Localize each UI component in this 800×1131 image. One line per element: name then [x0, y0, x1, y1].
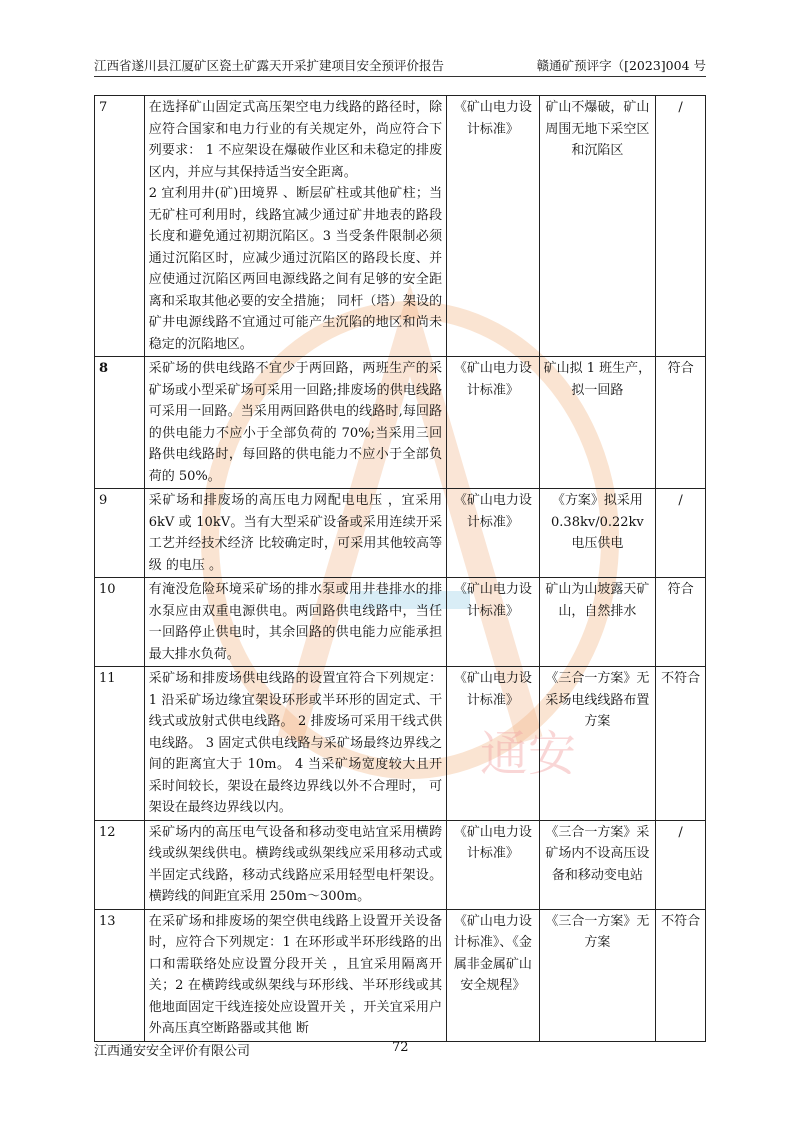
- requirement-text: [144, 489, 446, 578]
- report-title: 江西省遂川县江厦矿区瓷土矿露天开采扩建项目安全预评价报告: [94, 58, 445, 73]
- requirement-text: [144, 578, 446, 667]
- actual-situation: 《方案》拟采用 0.38kv/0.22kv 电压供电: [539, 489, 656, 578]
- basis-standard: 《矿山电力设计标准》: [447, 667, 539, 821]
- row-number: 12: [95, 820, 145, 909]
- actual-situation: 矿山不爆破，矿山周围无地下采空区和沉陷区: [539, 96, 656, 357]
- conformity-result: 符合: [656, 357, 706, 489]
- requirement-paragraph: 在选择矿山固定式高压架空电力线路的路径时，除应符合国家和电力行业的有关规定外，尚应符合下列要求： 1 不应架设在爆破作业区和未稳定的排废区内，并应与其保持适当安全距离。: [148, 100, 443, 180]
- basis-standard: 《矿山电力设计标准》、《金属非金属矿山安全规程》: [447, 909, 539, 1041]
- table-row: [95, 357, 706, 489]
- evaluation-table: [94, 95, 706, 1042]
- row-number: 7: [95, 96, 145, 357]
- actual-situation: 《三合一方案》采矿场内不设高压设备和移动变电站: [539, 820, 656, 909]
- requirement-paragraph: 采矿场的供电线路不宜少于两回路，两班生产的采矿场或小型采矿场可采用一回路;排废场的供电线路可采用一回路。当采用两回路供电的线路时,每回路的供电能力不应小于全部负荷的 70%;当采用三回路供电线路时，每回路的供电能力不应小于全部负荷的 50%。: [148, 361, 443, 484]
- row-number: 9: [95, 489, 145, 578]
- requirement-text: [144, 357, 446, 489]
- requirement-text: [144, 820, 446, 909]
- requirement-text: [144, 909, 446, 1041]
- row-number: 8: [95, 357, 145, 489]
- basis-standard: 《矿山电力设计标准》: [447, 96, 539, 357]
- table-row: [95, 909, 706, 1041]
- conformity-result: 不符合: [656, 667, 706, 821]
- conformity-result: /: [656, 820, 706, 909]
- svg-text:通安: 通安: [480, 726, 577, 782]
- requirement-paragraph: 采矿场和排废场的高压电力网配电电压 ，宜采用 6kV 或 10kV。当有大型采矿设备或采用连续开采工艺并经技术经济 比较确定时，可采用其他较高等级 的电压 。: [148, 493, 443, 573]
- basis-standard: 《矿山电力设计标准》: [447, 357, 539, 489]
- requirement-paragraph: 有淹没危险环境采矿场的排水泵或用井巷排水的排水泵应由双重电源供电。两回路供电线路中，当任一回路停止供电时，其余回路的供电能力应能承担最大排水负荷。: [148, 582, 443, 662]
- requirement-text: [144, 96, 446, 357]
- conformity-result: 不符合: [656, 909, 706, 1041]
- footer-company-name: 江西通安安全评价有限公司: [94, 1044, 251, 1059]
- basis-standard: 《矿山电力设计标准》: [447, 820, 539, 909]
- basis-standard: 《矿山电力设计标准》: [447, 489, 539, 578]
- page-header: [94, 54, 706, 77]
- table-row: [95, 489, 706, 578]
- page-number: 72: [392, 1040, 409, 1055]
- requirement-paragraph: 采矿场和排废场供电线路的设置宜符合下列规定： 1 沿采矿场边缘宜架设环形或半环形的固定式、干线式或放射式供电线路。 2 排废场可采用干线式供电线路。 3 固定式供电线路与采矿场最终边界线之间的距离宜大于 10m。 4 当采矿场宽度较大且开采时间较长，架设在最终边界线以外不合理时， 可架设在最终边界线以内。: [148, 671, 443, 815]
- basis-standard: 《矿山电力设计标准》: [447, 578, 539, 667]
- requirement-paragraph: 采矿场内的高压电气设备和移动变电站宜采用横跨线或纵架线供电。横跨线或纵架线应采用移动式或半固定式线路，移动式线路应采用轻型电杆架设。 横跨线的间距宜采用 250m～300m。: [148, 824, 443, 904]
- actual-situation: 《三合一方案》无方案: [539, 909, 656, 1041]
- row-number: 11: [95, 667, 145, 821]
- conformity-result: /: [656, 489, 706, 578]
- requirement-paragraph: 在采矿场和排废场的架空供电线路上设置开关设备时，应符合下列规定：1 在环形或半环形线路的出口和需联络处应设置分段开关 ，且宜采用隔离开关；2 在横跨线或纵架线与环形线、半环形线或其他地面固定干线连接处应设置开关 ，开关宜采用户外高压真空断路器或其他 断: [148, 913, 443, 1036]
- requirement-paragraph: 2 宜利用井(矿)田境界 、断层矿柱或其他矿柱；当无矿柱可利用时，线路宜减少通过矿井地表的路段长度和避免通过初期沉陷区。3 当受条件限制必须通过沉陷区时，应减少通过沉陷区的路段长度、并应使通过沉陷区两回电源线路之间有足够的安全距离和采取其他必要的安全措施； 同杆（塔）架设的矿井电源线路不宜通过可能产生沉陷的地区和尚未稳定的沉陷地区。: [148, 186, 443, 352]
- actual-situation: 《三合一方案》无采场电线线路布置方案: [539, 667, 656, 821]
- requirement-text: [144, 667, 446, 821]
- row-number: 10: [95, 578, 145, 667]
- conformity-result: /: [656, 96, 706, 357]
- table-row: [95, 96, 706, 357]
- table-row: [95, 578, 706, 667]
- table-row: [95, 820, 706, 909]
- row-number: 13: [95, 909, 145, 1041]
- actual-situation: 矿山为山坡露天矿山，自然排水: [539, 578, 656, 667]
- table-row: [95, 667, 706, 821]
- actual-situation: 矿山拟 1 班生产，拟一回路: [539, 357, 656, 489]
- conformity-result: 符合: [656, 578, 706, 667]
- document-number: 赣通矿预评字（[2023]004 号: [536, 58, 706, 73]
